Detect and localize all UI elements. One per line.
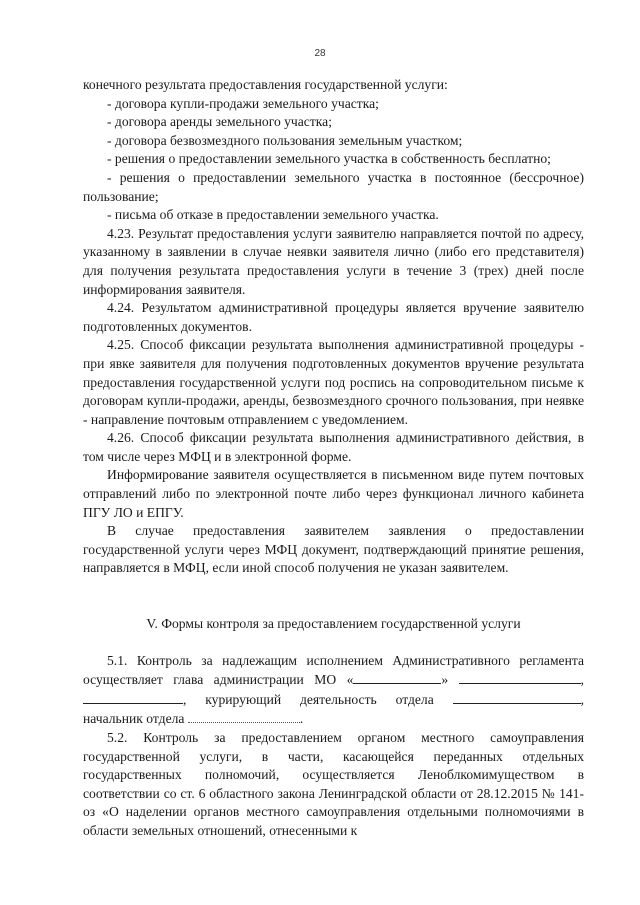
list-item: - договора аренды земельного участка; (107, 114, 332, 130)
list-item: - решения о предоставлении земельного участка в постоянное (бессрочное) пользование; (83, 169, 584, 204)
page-number: 28 (314, 48, 326, 59)
list-item: - договора безвозмездного пользования земельным участком; (107, 132, 463, 148)
list-item: - письма об отказе в предоставлении земельного участка. (107, 207, 439, 223)
paragraph-4-25: 4.25. Способ фиксации результата выполнения административной процедуры - при явке заявителя для получения подготовленных документов вручение результата предоставления государственной услуги под роспись на сопроводительном письме к договорам купли-продажи, аренды, безвозмездного срочного пользования, при неявке - направление почтовым отправлением с уведомлением. (83, 337, 584, 427)
paragraph-4-26: 4.26. Способ фиксации результата выполнения административного действия, в том числе через МФЦ и в электронной форме. (83, 430, 584, 464)
paragraph-5-1-text: , начальник отдела (83, 691, 584, 727)
blank-line (83, 690, 183, 704)
quote-close: » (441, 672, 449, 688)
blank-line (453, 690, 581, 704)
paragraph-informing: Информирование заявителя осуществляется в письменном виде путем почтовых отправлений либо по электронной почте либо через функционал личного кабинета ПГУ ЛО и ЕПГУ. (83, 467, 584, 520)
blank-line (459, 670, 581, 684)
comma: , (580, 672, 584, 688)
paragraph-5-1-text: , курирующий деятельность отдела (183, 691, 434, 707)
paragraph-5-1-text: 5.1. Контроль за надлежащим исполнением Административного регламента осуществляет глава администрации МО « (83, 652, 584, 688)
document-body (83, 76, 584, 841)
paragraph-mfc: В случае предоставления заявителем заявления о предоставлении государственной услуги через МФЦ документ, подтверждающий принятие решения, направляется в МФЦ, если иной способ получения не указан заявителем. (83, 523, 584, 576)
paragraph-5-1 (83, 652, 584, 729)
period: . (299, 711, 304, 727)
list-item: - решения о предоставлении земельного участка в собственность бесплатно; (107, 151, 551, 167)
paragraph-4-24: 4.24. Результатом административной процедуры является вручение заявителю подготовленных документов. (83, 300, 584, 334)
text-line: конечного результата предоставления государственной услуги: (83, 77, 448, 92)
paragraph-4-23: 4.23. Результат предоставления услуги заявителю направляется почтой по адресу, указанному в заявлении в случае неявки заявителя лично (либо его представителя) для получения результата предоставления услуги в течение 3 (трех) дней после информирования заявителя. (83, 225, 584, 297)
list-item: - договора купли-продажи земельного участка; (107, 95, 379, 111)
paragraph-5-2: 5.2. Контроль за предоставлением органом местного самоуправления государственной услуги, в части, касающейся переданных отдельных государственных полномочий, осуществляется Леноблкомимуществом в соответствии со ст. 6 областного закона Ленинградской области от 28.12.2015 № 141-оз «О наделении органов местного самоуправления отдельными полномочиями в области земельных отношений, отнесенными к (83, 730, 584, 838)
blank-line (188, 709, 300, 723)
blank-line (353, 670, 441, 684)
section-5-heading: V. Формы контроля за предоставлением государственной услуги (146, 616, 521, 632)
